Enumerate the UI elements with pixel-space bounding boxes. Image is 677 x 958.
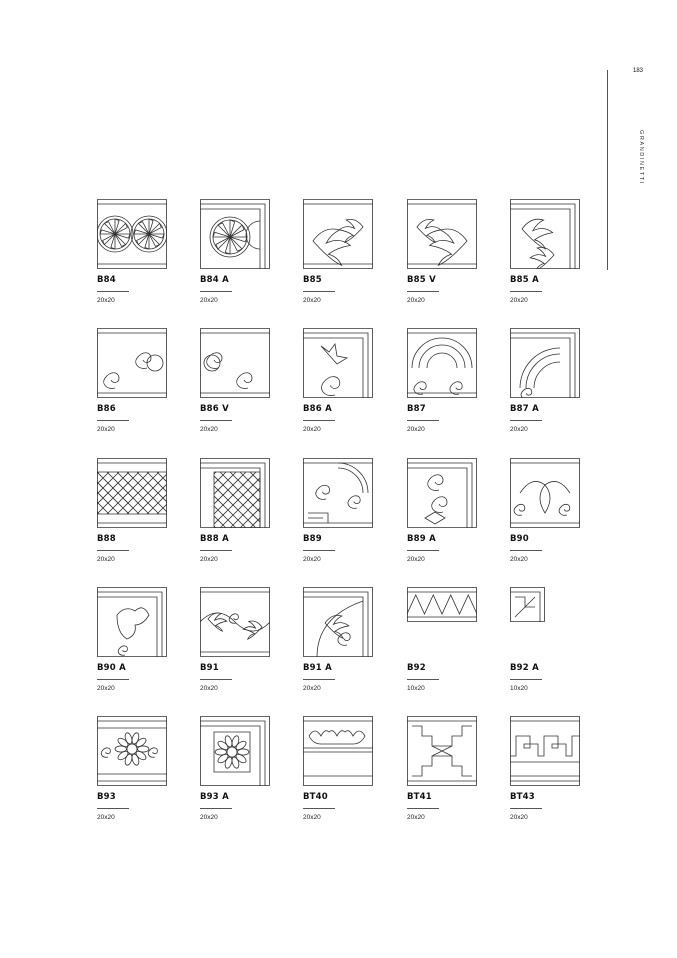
tile-code: BT40 [303,792,328,802]
tile-pattern-svg [303,199,373,269]
tile-code-underline [200,808,232,809]
tile-drawing [97,199,167,269]
tile-code-underline [407,291,439,292]
tile-pattern-svg [510,199,580,269]
tile-size: 20x20 [407,297,425,304]
tile-size: 20x20 [200,556,218,563]
tile-size: 20x20 [303,556,321,563]
section-title: GRANDINETTI [638,130,644,185]
tile-code: B86 V [200,404,229,414]
tile-code: B89 [303,534,322,544]
tile-size: 20x20 [97,685,115,692]
tile-pattern-svg [200,328,270,398]
tile-code: BT41 [407,792,432,802]
tile-code-underline [200,550,232,551]
tile-code: B90 A [97,663,126,673]
tile-code-underline [510,679,542,680]
tile-pattern-svg [303,716,373,786]
tile-pattern-svg [97,587,167,657]
tile-drawing [510,199,580,269]
tile-code: B85 V [407,275,436,285]
tile-size: 20x20 [200,814,218,821]
tile-code: B84 [97,275,116,285]
tile-pattern-svg [200,716,270,786]
tile-size: 20x20 [97,297,115,304]
tile-drawing [407,587,477,622]
tile-drawing [200,199,270,269]
tile-drawing [510,587,545,622]
tile-code: B84 A [200,275,229,285]
tile-code-underline [97,420,129,421]
tile-code: B93 [97,792,116,802]
tile-size: 20x20 [407,426,425,433]
tile-code-underline [303,420,335,421]
tile-pattern-svg [200,458,270,528]
tile-drawing [97,328,167,398]
tile-pattern-svg [407,199,477,269]
tile-code-underline [200,420,232,421]
tile-drawing [97,587,167,657]
tile-drawing [510,458,580,528]
tile-code: B91 A [303,663,332,673]
tile-code: B92 A [510,663,539,673]
tile-code-underline [303,679,335,680]
tile-drawing [303,716,373,786]
tile-pattern-svg [97,458,167,528]
tile-size: 10x20 [510,685,528,692]
tile-drawing [97,458,167,528]
tile-drawing [407,328,477,398]
tile-code-underline [303,550,335,551]
tile-pattern-svg [200,587,270,657]
tile-code-underline [200,291,232,292]
tile-code-underline [510,808,542,809]
tile-pattern-svg [510,458,580,528]
tile-code-underline [510,420,542,421]
tile-drawing [407,458,477,528]
tile-drawing [303,587,373,657]
tile-code: B88 [97,534,116,544]
tile-code: B89 A [407,534,436,544]
tile-pattern-svg [510,328,580,398]
tile-code: B86 A [303,404,332,414]
tile-code-underline [407,550,439,551]
tile-size: 20x20 [303,685,321,692]
tile-size: 20x20 [97,556,115,563]
tile-drawing [303,199,373,269]
tile-code-underline [510,291,542,292]
tile-size: 20x20 [407,556,425,563]
tile-size: 20x20 [407,814,425,821]
tile-drawing [200,328,270,398]
tile-size: 20x20 [303,297,321,304]
tile-code-underline [97,550,129,551]
tile-size: 20x20 [303,426,321,433]
tile-pattern-svg [407,458,477,528]
tile-pattern-svg [303,458,373,528]
tile-size: 20x20 [200,685,218,692]
tile-size: 20x20 [97,426,115,433]
tile-pattern-svg [200,199,270,269]
tile-pattern-svg [510,587,545,622]
tile-size: 20x20 [510,297,528,304]
tile-drawing [200,587,270,657]
tile-pattern-svg [97,199,167,269]
tile-drawing [303,458,373,528]
tile-code: B87 [407,404,426,414]
tile-code-underline [303,291,335,292]
tile-pattern-svg [97,716,167,786]
tile-size: 20x20 [303,814,321,821]
tile-drawing [303,328,373,398]
tile-size: 20x20 [200,297,218,304]
tile-drawing [510,716,580,786]
tile-code: BT43 [510,792,535,802]
tile-code: B93 A [200,792,229,802]
tile-size: 10x20 [407,685,425,692]
tile-code-underline [303,808,335,809]
tile-code: B91 [200,663,219,673]
tile-code-underline [200,679,232,680]
tile-pattern-svg [303,587,373,657]
tile-drawing [200,716,270,786]
tile-pattern-svg [407,716,477,786]
tile-pattern-svg [407,328,477,398]
tile-code-underline [510,550,542,551]
margin-divider [607,70,608,270]
tile-code-underline [97,291,129,292]
tile-code: B90 [510,534,529,544]
tile-code-underline [407,808,439,809]
tile-size: 20x20 [97,814,115,821]
tile-code: B92 [407,663,426,673]
tile-drawing [407,199,477,269]
tile-code: B85 A [510,275,539,285]
tile-code: B85 [303,275,322,285]
tile-pattern-svg [97,328,167,398]
tile-drawing [407,716,477,786]
tile-drawing [510,328,580,398]
page-number: 183 [633,68,644,74]
tile-code-underline [407,679,439,680]
tile-code: B87 A [510,404,539,414]
tile-size: 20x20 [510,556,528,563]
tile-size: 20x20 [200,426,218,433]
tile-code-underline [97,808,129,809]
tile-pattern-svg [510,716,580,786]
tile-pattern-svg [303,328,373,398]
tile-code-underline [407,420,439,421]
tile-drawing [97,716,167,786]
tile-code-underline [97,679,129,680]
tile-drawing [200,458,270,528]
tile-size: 20x20 [510,814,528,821]
tile-code: B88 A [200,534,229,544]
tile-code: B86 [97,404,116,414]
tile-pattern-svg [407,587,477,622]
tile-size: 20x20 [510,426,528,433]
